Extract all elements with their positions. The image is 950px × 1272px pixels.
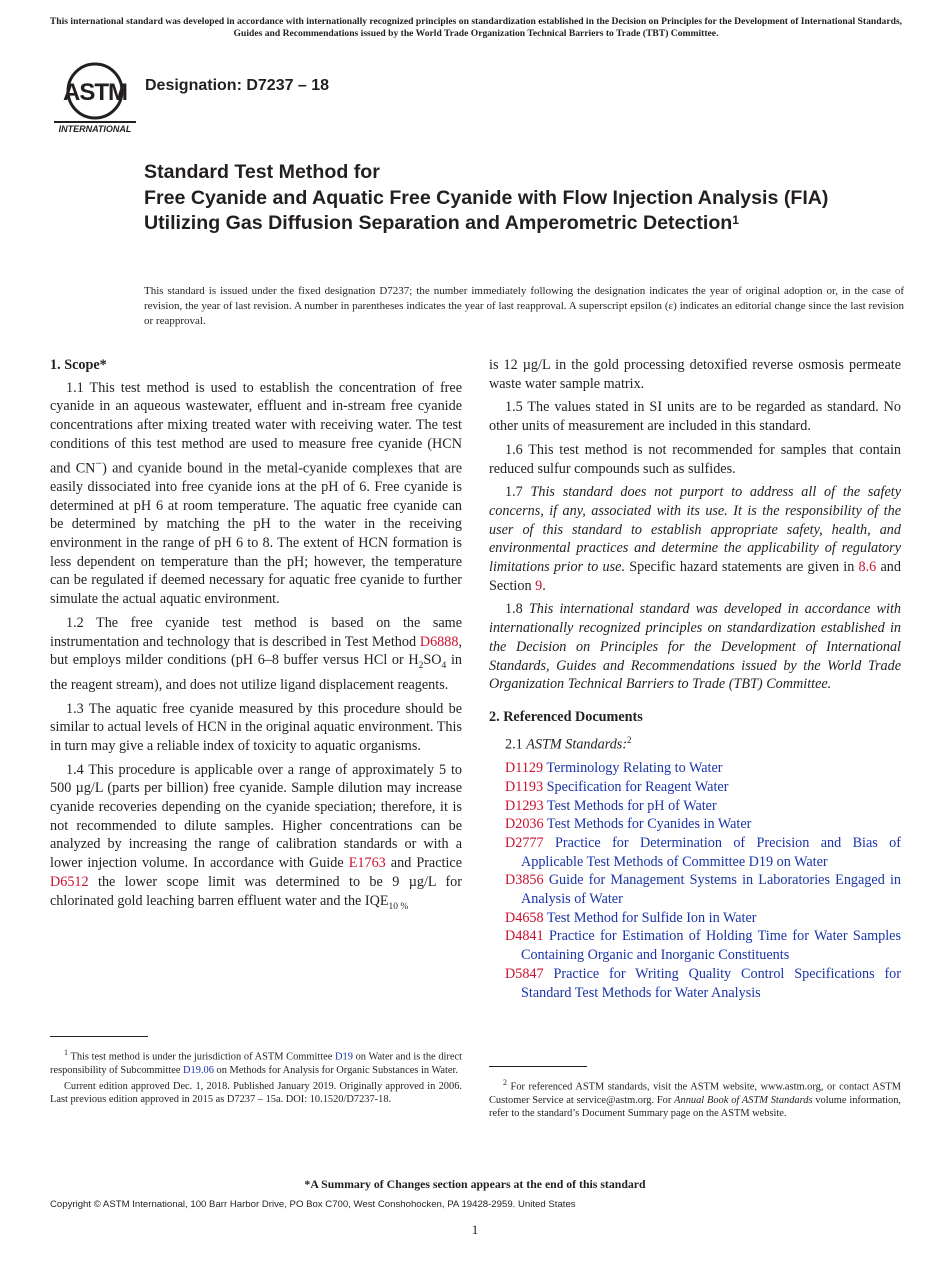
p1-8-italic: This international standard was developed in accordance with internationally recognized principles on standardization established in the Decision on Principles for the Development of International Standards, Guides and Recommendations issued by the World Trade Organization Technical Barriers to Trade (TBT) Committee. bbox=[489, 601, 901, 693]
link-d6888[interactable]: D6888 bbox=[419, 633, 459, 650]
p1-2-sub1: 2 bbox=[418, 661, 424, 672]
footnote-rule bbox=[50, 1036, 148, 1037]
title-line1: Standard Test Method for bbox=[144, 161, 380, 183]
list-item bbox=[489, 834, 901, 871]
sub-num: 2.1 bbox=[505, 736, 527, 753]
p1-7c-text: and Section bbox=[489, 559, 901, 594]
link-e1763[interactable]: E1763 bbox=[348, 855, 386, 872]
astm-standards-subheading bbox=[489, 731, 901, 754]
footnote-divider-right bbox=[489, 1066, 587, 1067]
footnote-1-body bbox=[50, 1046, 462, 1077]
ref-code-link[interactable]: D1193 bbox=[505, 778, 544, 795]
p1-2a-text: 1.2 The free cyanide test method is based on the same instrumentation and technology that is described in Test Method bbox=[50, 614, 462, 650]
p1-1-text: 1.1 This test method is used to establish the concentration of free cyanide in an aqueous wastewater, effluent and in-stream free cyanide concentrations after mixing treated water with receiving water. The test conditions of this test method are used to measure free cyanide (HCN and CN bbox=[50, 379, 462, 477]
p1-7b-text: Specific hazard statements are given in bbox=[625, 559, 859, 576]
section-heading-referenced: 2. Referenced Documents bbox=[489, 708, 643, 725]
p1-2c-text: SO bbox=[423, 652, 442, 669]
footnote-1-mark: 1 bbox=[64, 1048, 68, 1057]
link-8-6[interactable]: 8.6 bbox=[858, 559, 877, 576]
footnote-2-body bbox=[489, 1076, 901, 1120]
paragraph-1-5: 1.5 The values stated in SI units are to be regarded as standard. No other units of measurement are included in this standard. bbox=[489, 399, 901, 435]
ref-title-link[interactable]: Practice for Writing Quality Control Specifications for Standard Test Methods for Water Analysis bbox=[521, 965, 901, 1001]
p1-4-sub: 10 % bbox=[388, 901, 409, 912]
list-item bbox=[489, 778, 901, 797]
paragraph-1-1 bbox=[50, 379, 462, 609]
p1-8-num: 1.8 bbox=[505, 601, 529, 618]
ref-title-link[interactable]: Practice for Estimation of Holding Time for Water Samples Containing Organic and Inorganic Constituents bbox=[521, 928, 902, 964]
link-section-9[interactable]: 9 bbox=[535, 577, 543, 594]
paragraph-1-7 bbox=[489, 483, 901, 595]
list-item bbox=[489, 815, 901, 834]
fn2-italic: Annual Book of ASTM Standards bbox=[674, 1094, 813, 1106]
document-title bbox=[144, 160, 864, 237]
list-item bbox=[489, 927, 901, 964]
p1-7-num: 1.7 bbox=[505, 484, 531, 501]
p1-2-sub2: 4 bbox=[441, 661, 447, 672]
ref-title-link[interactable]: Specification for Reagent Water bbox=[546, 778, 729, 795]
footnote-2 bbox=[489, 1076, 901, 1123]
ref-title-link[interactable]: Guide for Management Systems in Laboratories Engaged in Analysis of Water bbox=[521, 872, 902, 908]
link-d19-06[interactable]: D19.06 bbox=[183, 1064, 214, 1076]
ref-title-link[interactable]: Terminology Relating to Water bbox=[546, 760, 723, 777]
list-item bbox=[489, 759, 901, 778]
paragraph-1-3: 1.3 The aquatic free cyanide measured by this procedure should be similar to actual levels of HCN in the original aquatic environment. This in turn may give a reliable index of toxicity to aquatic organisms. bbox=[50, 700, 462, 754]
footnote-2-mark: 2 bbox=[503, 1078, 507, 1087]
ref-title-link[interactable]: Test Methods for pH of Water bbox=[546, 797, 717, 814]
standards-notice: This international standard was developed in accordance with internationally recognized principles on standardization established in the Decision on Principles for the Development of International Standards, Guides and Recommendations issued by the World Trade Organization Technical Barriers to Trade (TBT) Committee. bbox=[49, 16, 903, 39]
link-d6512[interactable]: D6512 bbox=[50, 873, 89, 890]
right-column bbox=[489, 356, 901, 1002]
title-main bbox=[144, 186, 864, 237]
paragraph-1-4 bbox=[50, 761, 462, 916]
footnote-1 bbox=[50, 1046, 462, 1109]
p1-2b-text: , but employs milder conditions (pH 6–8 buffer versus HCl or H bbox=[50, 633, 462, 669]
ref-code-link[interactable]: D2777 bbox=[505, 834, 544, 851]
p1-4a-text: 1.4 This procedure is applicable over a range of approximately 5 to 500 µg/L (parts per billion) free cyanide. Sample dilution may increase cyanide recoveries depending on the cyanide speciation; therefore, it is not recommended to dilute samples. Higher concentrations can be analyzed by increasing the range of calibration standards or with a lower injection volume. In accordance with Guide bbox=[50, 761, 462, 872]
designation: Designation: D7237 – 18 bbox=[145, 77, 330, 94]
ref-title-link[interactable]: Test Method for Sulfide Ion in Water bbox=[546, 909, 757, 926]
list-item bbox=[489, 871, 901, 908]
p1-7-italic: This standard does not purport to address all of the safety concerns, if any, associated with its use. It is the responsibility of the user of this standard to establish appropriate safety, health, and environmental practices and determine the applicability of regulatory limitations prior to use. bbox=[489, 484, 901, 576]
ref-code-link[interactable]: D1293 bbox=[505, 797, 544, 814]
fn1-c: on Methods for Analysis for Organic Substances in Water. bbox=[213, 1064, 459, 1076]
footnote-rule bbox=[489, 1066, 587, 1067]
footnote-1-current-edition: Current edition approved Dec. 1, 2018. Published January 2019. Originally approved in 2006. Last previous edition approved in 2015 as D7237 – 15a. DOI: 10.1520/D7237-18. bbox=[50, 1080, 462, 1106]
p1-2d-text: in the reagent stream), and does not utilize ligand displacement reagents. bbox=[50, 652, 462, 693]
paragraph-1-6: 1.6 This test method is not recommended for samples that contain reduced sulfur compounds such as sulfides. bbox=[489, 441, 901, 477]
ref-title-link[interactable]: Test Methods for Cyanides in Water bbox=[546, 816, 752, 833]
sub-label: ASTM Standards: bbox=[526, 736, 628, 753]
ref-code-link[interactable]: D5847 bbox=[505, 965, 544, 982]
p1-1-sup: − bbox=[95, 455, 103, 470]
sub-footnote-mark[interactable]: 2 bbox=[627, 734, 632, 745]
fn1-a: This test method is under the jurisdiction of ASTM Committee bbox=[68, 1051, 336, 1063]
logo-caption: INTERNATIONAL bbox=[54, 121, 136, 134]
p1-4c-text: the lower scope limit was determined to be 9 µg/L for chlorinated gold leaching barren effluent water and the IQE bbox=[50, 873, 462, 909]
p1-7d-text: . bbox=[542, 577, 546, 594]
summary-of-changes-note: *A Summary of Changes section appears at the end of this standard bbox=[304, 1177, 646, 1191]
link-d19[interactable]: D19 bbox=[335, 1051, 353, 1063]
ref-title-link[interactable]: Practice for Determination of Precision and Bias of Applicable Test Methods of Committee D19 on Water bbox=[521, 834, 902, 870]
paragraph-1-2 bbox=[50, 614, 462, 695]
copyright: Copyright © ASTM International, 100 Barr Harbor Drive, PO Box C700, West Conshohocken, PA 19428-2959. United States bbox=[50, 1199, 576, 1210]
footnote-divider-left bbox=[50, 1036, 148, 1037]
ref-code-link[interactable]: D3856 bbox=[505, 872, 544, 889]
ref-code-link[interactable]: D2036 bbox=[505, 816, 544, 833]
list-item bbox=[489, 797, 901, 816]
intro-paragraph: This standard is issued under the fixed designation D7237; the number immediately following the designation indicates the year of original adoption or, in the case of revision, the year of last revision. A number in parentheses indicates the year of last reapproval. A superscript epsilon (ε) indicates an editorial change since the last revision or reapproval. bbox=[144, 285, 904, 328]
p1-4b-text: and Practice bbox=[385, 855, 463, 872]
paragraph-1-8 bbox=[489, 600, 901, 694]
list-item bbox=[489, 909, 901, 928]
referenced-standards-list bbox=[489, 759, 901, 1002]
ref-code-link[interactable]: D4658 bbox=[505, 909, 544, 926]
left-column bbox=[50, 356, 462, 921]
ref-code-link[interactable]: D4841 bbox=[505, 928, 544, 945]
astm-logo-icon bbox=[54, 60, 136, 136]
ref-code-link[interactable]: D1129 bbox=[505, 760, 544, 777]
title-text: Free Cyanide and Aquatic Free Cyanide with Flow Injection Analysis (FIA) Utilizing Gas Diffusion Separation and Amperometric Detection bbox=[144, 186, 829, 234]
fn2-a: For referenced ASTM standards, visit the ASTM website, www.astm.org, or contact ASTM Customer Service at service@astm.org. For bbox=[489, 1081, 901, 1106]
title-footnote-mark[interactable]: 1 bbox=[732, 213, 739, 227]
p1-1b-text: ) and cyanide bound in the metal-cyanide complexes that are easily dissociated into free cyanide ions at the pH of 6. Free cyanide is determined at pH 6 at room temperature. The aquatic free cyanide can be determined by matching the pH to the water in the receiving environment in the range of pH 6 to 8. The extent of HCN formation is less dependent on temperature than the pH; however, the temperature can be regulated if deemed necessary for aquatic free cyanide to further simulate the actual aquatic environment. bbox=[50, 460, 462, 608]
list-item bbox=[489, 965, 901, 1002]
page-number: 1 bbox=[471, 1222, 479, 1237]
section-heading-scope: 1. Scope* bbox=[50, 357, 107, 373]
fn1-b: on Water and is the direct responsibility of Subcommittee bbox=[50, 1051, 462, 1076]
fn2-b: volume information, refer to the standard’s Document Summary page on the ASTM website. bbox=[489, 1094, 901, 1119]
svg-text:ASTM: ASTM bbox=[63, 79, 127, 106]
paragraph-1-4-continued: is 12 µg/L in the gold processing detoxified reverse osmosis permeate waste water sample matrix. bbox=[489, 357, 901, 392]
